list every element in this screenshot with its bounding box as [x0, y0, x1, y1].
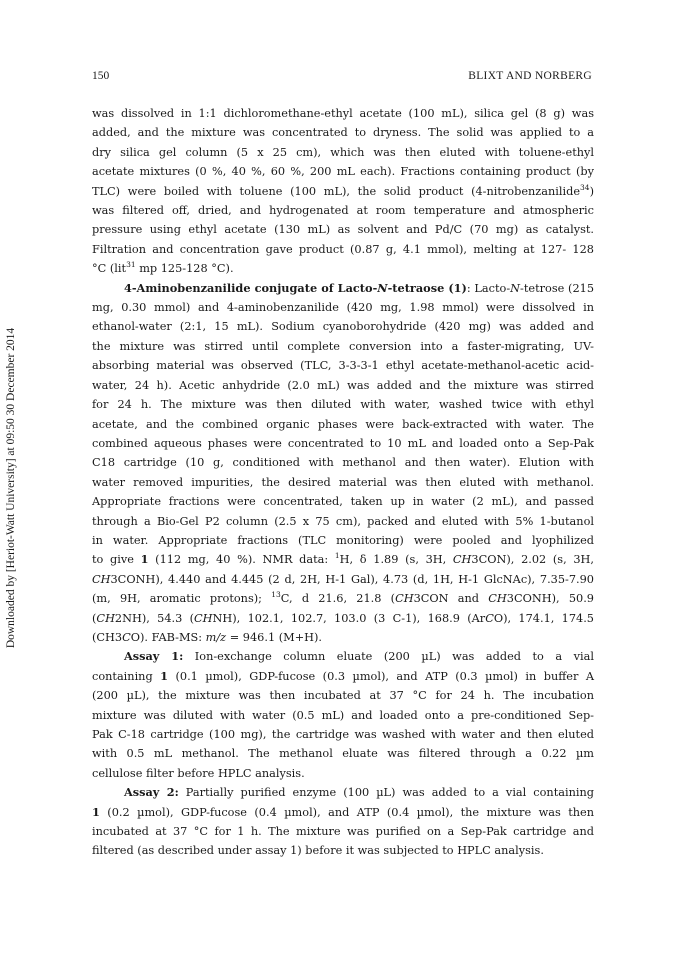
text-line: Pak C-18 cartridge (100 mg), the cartridge was washed with water and then eluted	[92, 728, 594, 741]
page-header	[92, 70, 592, 86]
paragraph-1	[92, 104, 594, 279]
text-line: Appropriate fractions were concentrated, taken up in water (2 mL), and passed	[92, 495, 594, 509]
text-line: CH3CONH), 4.440 and 4.445 (2 d, 2H, H-1 Gal), 4.73 (d, 1H, H-1 GlcNAc), 7.35-7.90	[92, 572, 594, 586]
text-line: water removed impurities, the desired material was then eluted with methanol.	[92, 475, 594, 489]
text-line: pressure using ethyl acetate (130 mL) as solvent and Pd/C (70 mg) as catalyst.	[92, 223, 594, 237]
text-line: water, 24 h). Acetic anhydride (2.0 mL) was added and the mixture was stirred	[92, 378, 594, 392]
text-line: acetate mixtures (0 %, 40 %, 60 %, 200 mL each). Fractions containing product (by	[92, 165, 594, 179]
reference-superscript: 34	[580, 182, 590, 192]
text-line: was dissolved in 1:1 dichloromethane-ethyl acetate (100 mL), silica gel (8 g) was	[92, 107, 594, 120]
text-line: to give 1 (112 mg, 40 %). NMR data: $^1$H, δ 1.89 (s, 3H, CH3CON), 2.02 (s, 3H,	[92, 551, 595, 567]
text-line: mixture was diluted with water (0.5 mL) and loaded onto a pre-conditioned Sep-	[92, 708, 594, 722]
reference-superscript: 31	[126, 260, 136, 270]
article-body	[92, 104, 594, 861]
text-line: cellulose filter before HPLC analysis.	[92, 766, 305, 780]
text-line: 4-Aminobenzanilide conjugate of Lacto-N-tetraose (1): Lacto-N-tetrose (215	[124, 280, 595, 295]
text-line: absorbing material was observed (TLC, 3-3-3-1 ethyl acetate-methanol-acetic acid-	[92, 359, 594, 373]
text-line: C18 cartridge (10 g, conditioned with methanol and then water). Elution with	[92, 456, 594, 470]
text-line: containing 1 (0.1 µmol), GDP-fucose (0.3 µmol), and ATP (0.3 µmol) in buffer A	[92, 668, 594, 683]
assay-heading: Assay 1:	[124, 649, 184, 664]
text-line: for 24 h. The mixture was then diluted with water, washed twice with ethyl	[92, 398, 594, 412]
text-line: (CH2NH), 54.3 (CHNH), 102.1, 102.7, 103.0 (3 C-1), 168.9 (ArCO), 174.1, 174.5	[92, 611, 594, 625]
text-line: ethanol-water (2:1, 15 mL). Sodium cyanoborohydride (420 mg) was added and	[92, 320, 594, 334]
text-line: Filtration and concentration gave product (0.87 g, 4.1 mmol), melting at 127- 128	[92, 242, 594, 256]
compound-ref: 1	[140, 552, 149, 567]
text-line: Assay 1: Ion-exchange column eluate (200 µL) was added to a vial	[124, 649, 594, 664]
text-line: the mixture was stirred until complete conversion into a faster-migrating, UV-	[92, 339, 594, 353]
text-line: incubated at 37 °C for 1 h. The mixture was purified on a Sep-Pak cartridge and	[92, 825, 594, 839]
text-line: added, and the mixture was concentrated to dryness. The solid was applied to a	[92, 126, 594, 140]
paragraph-3	[92, 647, 594, 783]
text-line: mg, 0.30 mmol) and 4-aminobenzanilide (420 mg, 1.98 mmol) were dissolved in	[92, 301, 594, 315]
text-line: was filtered off, dried, and hydrogenated at room temperature and atmospheric	[92, 204, 594, 218]
paragraph-2	[92, 279, 594, 648]
text-line: acetate, and the combined organic phases were back-extracted with water. The	[92, 417, 594, 431]
text-line: 1 (0.2 µmol), GDP-fucose (0.4 µmol), and ATP (0.4 µmol), the mixture was then	[92, 804, 594, 819]
download-note: Downloaded by [Heriot-Watt University] at 09:50 30 December 2014	[5, 327, 17, 649]
text-line: combined aqueous phases were concentrated to 10 mL and loaded onto a Sep-Pak	[92, 436, 594, 450]
text-line: °C (lit$^{31}$ mp 125-128 °C).	[92, 260, 234, 276]
page-number: 150	[92, 70, 110, 82]
running-head: BLIXT AND NORBERG	[468, 70, 592, 82]
text-line: in water. Appropriate fractions (TLC monitoring) were pooled and lyophilized	[92, 533, 594, 547]
text-line: TLC) were boiled with toluene (100 mL), the solid product (4-nitrobenzanilide$^{34}$)	[92, 182, 594, 198]
paragraph-4	[92, 783, 594, 861]
text-line: filtered (as described under assay 1) before it was subjected to HPLC analysis.	[92, 844, 544, 858]
text-line: (200 µL), the mixture was then incubated at 37 °C for 24 h. The incubation	[92, 689, 594, 703]
download-watermark	[3, 278, 19, 698]
text-line: dry silica gel column (5 x 25 cm), which was then eluted with toluene-ethyl	[92, 145, 594, 159]
text-line: (CH3CO). FAB-MS: m/z = 946.1 (M+H).	[92, 630, 323, 644]
text-line: through a Bio-Gel P2 column (2.5 x 75 cm), packed and eluted with 5% 1-butanol	[92, 514, 594, 528]
text-line: Assay 2: Partially purified enzyme (100 µL) was added to a vial containing	[124, 785, 594, 800]
text-line: (m, 9H, aromatic protons); $^{13}$C, d 21.6, 21.8 (CH3CON and CH3CONH), 50.9	[92, 590, 594, 606]
assay-heading: Assay 2:	[124, 785, 179, 800]
text-line: with 0.5 mL methanol. The methanol eluate was filtered through a 0.22 µm	[92, 747, 594, 761]
section-heading: 4-Aminobenzanilide conjugate of Lacto-	[124, 280, 378, 295]
